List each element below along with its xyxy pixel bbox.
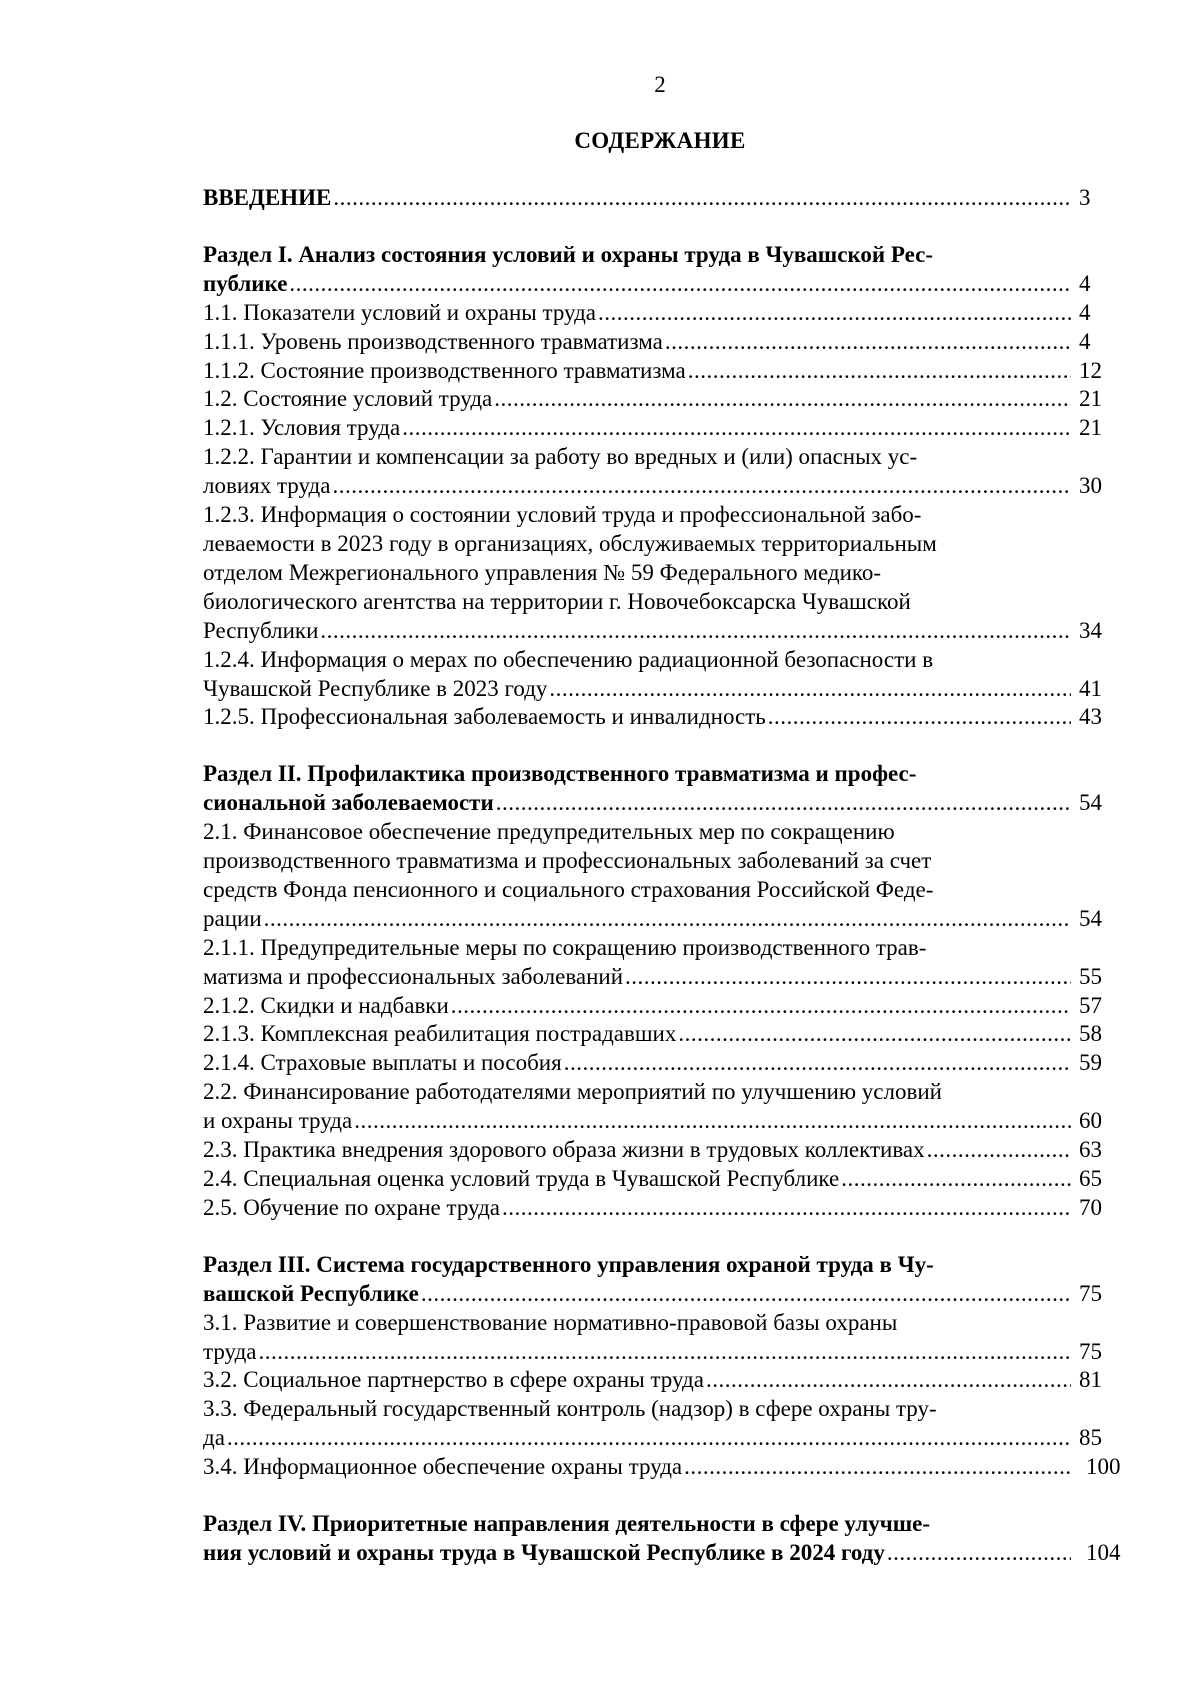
toc-page-number: 100 xyxy=(1086,1454,1121,1480)
toc-entry-title: 2.5. Обучение по охране труда xyxy=(203,1194,500,1220)
toc-entry-2-1-4[interactable] xyxy=(203,1049,1102,1078)
toc-entry-1-2[interactable] xyxy=(203,385,1102,414)
toc-entry-text-line: Раздел I. Анализ состояния условий и охраны труда в Чувашской Рес- xyxy=(203,241,933,267)
dot-leader xyxy=(688,357,1071,386)
section-spacer xyxy=(203,1482,1129,1510)
toc-entry-text-line: 3.3. Федеральный государственный контроль (надзор) в сфере охраны тру- xyxy=(203,1396,937,1422)
dot-leader xyxy=(927,1136,1071,1165)
toc-entry-intro[interactable] xyxy=(203,184,1091,213)
dot-leader xyxy=(421,1280,1071,1309)
toc-entry-last-line xyxy=(203,357,1073,386)
toc-entry-last-line xyxy=(203,703,1073,732)
toc-page-number: 63 xyxy=(1079,1137,1102,1163)
toc-page-number: 75 xyxy=(1079,1280,1102,1306)
toc-entry-last-line xyxy=(203,472,1073,501)
toc-entry-text-line: леваемости в 2023 году в организациях, обслуживаемых территориальным xyxy=(203,530,937,556)
dot-leader xyxy=(496,789,1071,818)
section-spacer xyxy=(203,213,1129,241)
toc-entry-text-line: 2.1. Финансовое обеспечение предупредительных мер по сокращению xyxy=(203,819,895,845)
toc-page-number: 65 xyxy=(1079,1166,1102,1191)
toc-page-number: 55 xyxy=(1079,963,1102,989)
toc-page-number: 81 xyxy=(1079,1367,1102,1393)
toc-entry-2-5[interactable] xyxy=(203,1194,1102,1223)
toc-entry-1-1-2[interactable] xyxy=(203,357,1102,386)
toc-entry-title: 2.1.3. Комплексная реабилитация пострадавших xyxy=(203,1021,677,1047)
toc-entry-2-1[interactable] xyxy=(203,818,1102,934)
toc-page-number: 34 xyxy=(1079,617,1102,643)
toc-entry-s4[interactable] xyxy=(203,1510,1121,1568)
toc-page-number: 59 xyxy=(1079,1050,1102,1076)
toc-entry-title: 1.1.2. Состояние производственного травматизма xyxy=(203,357,686,383)
dot-leader xyxy=(549,675,1071,704)
toc-entry-last-line xyxy=(203,963,1073,992)
toc-page-number: 4 xyxy=(1079,328,1091,354)
toc-entry-2-1-1[interactable] xyxy=(203,934,1102,992)
toc-entry-1-2-1[interactable] xyxy=(203,414,1102,443)
toc-entry-text-line: 2.1.1. Предупредительные меры по сокращению производственного трав- xyxy=(203,934,927,960)
dot-leader xyxy=(684,1453,1071,1482)
toc-entry-last-line xyxy=(203,1136,1073,1165)
dot-leader xyxy=(259,1338,1072,1367)
section-spacer xyxy=(203,732,1129,760)
table-of-contents xyxy=(203,184,1129,1568)
toc-entry-last-line xyxy=(203,1424,1073,1453)
dot-leader xyxy=(354,1107,1071,1136)
toc-entry-1-1[interactable] xyxy=(203,299,1091,328)
toc-entry-3-1[interactable] xyxy=(203,1309,1102,1367)
toc-entry-text-line: 1.2.4. Информация о мерах по обеспечению радиационной безопасности в xyxy=(203,646,934,672)
toc-entry-title: ния условий и охраны труда в Чувашской Республике в 2024 году xyxy=(203,1539,885,1565)
toc-entry-title: 2.3. Практика внедрения здорового образа жизни в трудовых коллективах xyxy=(203,1137,925,1163)
toc-entry-last-line xyxy=(203,789,1073,818)
toc-entry-s3[interactable] xyxy=(203,1251,1102,1309)
toc-entry-last-line xyxy=(203,385,1073,414)
toc-entry-last-line xyxy=(203,1366,1073,1395)
toc-entry-3-3[interactable] xyxy=(203,1395,1102,1453)
toc-entry-last-line xyxy=(203,675,1073,704)
dot-leader xyxy=(227,1424,1071,1453)
toc-page-number: 60 xyxy=(1079,1108,1102,1134)
toc-entry-text-line: 1.2.3. Информация о состоянии условий труда и профессиональной забо- xyxy=(203,502,922,528)
toc-entry-title: 3.4. Информационное обеспечение охраны труда xyxy=(203,1454,683,1480)
toc-entry-text-line: 1.2.2. Гарантии и компенсации за работу во вредных и (или) опасных ус- xyxy=(203,444,918,470)
toc-entry-title: труда xyxy=(203,1338,257,1364)
toc-page-number: 12 xyxy=(1079,357,1102,383)
toc-page-number: 3 xyxy=(1079,185,1091,210)
toc-page-number: 85 xyxy=(1079,1425,1102,1451)
toc-entry-text-line: отделом Межрегионального управления № 59 Федерального медико- xyxy=(203,559,882,585)
toc-entry-last-line xyxy=(203,328,1073,357)
toc-entry-1-2-2[interactable] xyxy=(203,443,1102,501)
page-number: 2 xyxy=(654,72,666,97)
toc-entry-last-line xyxy=(203,617,1073,646)
toc-entry-title: публике xyxy=(203,270,288,296)
toc-entry-last-line xyxy=(203,1280,1073,1309)
toc-entry-title: 1.1. Показатели условий и охраны труда xyxy=(203,299,596,325)
toc-entry-title: 2.1.2. Скидки и надбавки xyxy=(203,992,449,1018)
toc-entry-s1[interactable] xyxy=(203,241,1091,299)
toc-entry-title: 1.2. Состояние условий труда xyxy=(203,386,493,412)
toc-page-number: 43 xyxy=(1079,704,1102,730)
toc-entry-2-4[interactable] xyxy=(203,1165,1102,1194)
dot-leader xyxy=(333,184,1071,213)
toc-entry-title: ловиях труда xyxy=(203,473,331,499)
toc-entry-last-line xyxy=(203,270,1073,299)
toc-entry-text-line: Раздел IV. Приоритетные направления деятельности в сфере улучше- xyxy=(203,1511,930,1537)
toc-entry-2-2[interactable] xyxy=(203,1078,1102,1136)
dot-leader xyxy=(451,992,1071,1021)
dot-leader xyxy=(502,1194,1071,1223)
toc-entry-title: вашской Республике xyxy=(203,1280,419,1306)
dot-leader xyxy=(706,1366,1071,1395)
toc-entry-text-line: биологического агентства на территории г. Новочебоксарска Чувашской xyxy=(203,588,911,614)
page-title: СОДЕРЖАНИЕ xyxy=(574,128,746,153)
dot-leader xyxy=(598,299,1071,328)
toc-entry-title: Республики xyxy=(203,617,319,643)
toc-entry-title: 1.2.1. Условия труда xyxy=(203,415,401,441)
dot-leader xyxy=(665,328,1071,357)
toc-entry-last-line xyxy=(203,1453,1073,1482)
toc-entry-s2[interactable] xyxy=(203,760,1102,818)
dot-leader xyxy=(494,385,1071,414)
toc-entry-2-1-2[interactable] xyxy=(203,992,1102,1021)
toc-entry-last-line xyxy=(203,1049,1073,1078)
toc-entry-2-3[interactable] xyxy=(203,1136,1102,1165)
toc-entry-last-line xyxy=(203,414,1073,443)
toc-entry-text-line: Раздел II. Профилактика производственного травматизма и профес- xyxy=(203,761,917,787)
toc-entry-title: рации xyxy=(203,905,262,931)
dot-leader xyxy=(402,414,1071,443)
toc-entry-3-2[interactable] xyxy=(203,1366,1102,1395)
toc-entry-last-line xyxy=(203,992,1073,1021)
section-spacer xyxy=(203,1223,1129,1251)
toc-entry-1-2-5[interactable] xyxy=(203,703,1102,732)
toc-entry-last-line xyxy=(203,299,1073,328)
toc-page-number: 54 xyxy=(1079,790,1102,816)
toc-entry-text-line: средств Фонда пенсионного и социального страхования Российской Феде- xyxy=(203,876,934,902)
toc-entry-1-1-1[interactable] xyxy=(203,328,1091,357)
toc-entry-last-line xyxy=(203,1194,1073,1223)
toc-page-number: 21 xyxy=(1079,415,1102,441)
toc-entry-title: сиональной заболеваемости xyxy=(203,790,494,816)
toc-page-number: 58 xyxy=(1079,1021,1102,1047)
toc-entry-title: ВВЕДЕНИЕ xyxy=(203,185,332,210)
toc-page-number: 21 xyxy=(1079,386,1102,412)
dot-leader xyxy=(264,905,1071,934)
toc-entry-title: и охраны труда xyxy=(203,1108,353,1134)
dot-leader xyxy=(320,617,1071,646)
toc-entry-title: 3.2. Социальное партнерство в сфере охраны труда xyxy=(203,1367,704,1393)
toc-entry-last-line xyxy=(203,1107,1073,1136)
toc-page-number: 41 xyxy=(1079,675,1102,701)
toc-entry-2-1-3[interactable] xyxy=(203,1020,1102,1049)
dot-leader xyxy=(289,270,1071,299)
toc-entry-title: 2.1.4. Страховые выплаты и пособия xyxy=(203,1050,562,1076)
toc-entry-title: 2.4. Специальная оценка условий труда в Чувашской Республике xyxy=(203,1166,840,1191)
toc-entry-title: 1.1.1. Уровень производственного травматизма xyxy=(203,328,663,354)
toc-entry-1-2-3[interactable] xyxy=(203,501,1102,646)
toc-page-number: 104 xyxy=(1086,1539,1121,1565)
toc-page-number: 54 xyxy=(1079,905,1102,931)
dot-leader xyxy=(887,1539,1071,1568)
toc-entry-last-line xyxy=(203,1338,1073,1367)
toc-entry-text-line: производственного травматизма и профессиональных заболеваний за счет xyxy=(203,848,932,874)
dot-leader xyxy=(625,963,1071,992)
toc-page-number: 30 xyxy=(1079,473,1102,499)
toc-entry-last-line xyxy=(203,184,1073,213)
toc-entry-title: 1.2.5. Профессиональная заболеваемость и инвалидность xyxy=(203,704,766,730)
toc-page-number: 70 xyxy=(1079,1194,1102,1220)
dot-leader xyxy=(768,703,1071,732)
toc-entry-1-2-4[interactable] xyxy=(203,646,1102,704)
toc-entry-text-line: Раздел III. Система государственного управления охраной труда в Чу- xyxy=(203,1251,934,1277)
toc-entry-title: Чувашской Республике в 2023 году xyxy=(203,675,548,701)
toc-page-number: 4 xyxy=(1079,299,1091,325)
toc-entry-3-4[interactable] xyxy=(203,1453,1121,1482)
toc-entry-text-line: 2.2. Финансирование работодателями мероприятий по улучшению условий xyxy=(203,1079,942,1105)
toc-page-number: 4 xyxy=(1079,270,1091,296)
dot-leader xyxy=(332,472,1071,501)
toc-entry-last-line xyxy=(203,1020,1073,1049)
dot-leader xyxy=(678,1020,1071,1049)
toc-entry-text-line: 3.1. Развитие и совершенствование нормативно-правовой базы охраны xyxy=(203,1309,898,1335)
toc-page-number: 75 xyxy=(1079,1338,1102,1364)
toc-page-number: 57 xyxy=(1079,992,1102,1018)
toc-entry-title: да xyxy=(203,1425,225,1451)
toc-entry-last-line xyxy=(203,1539,1073,1568)
dot-leader xyxy=(564,1049,1071,1078)
dot-leader xyxy=(841,1165,1071,1194)
toc-entry-title: матизма и профессиональных заболеваний xyxy=(203,963,624,989)
toc-entry-last-line xyxy=(203,1165,1073,1194)
toc-entry-last-line xyxy=(203,905,1073,934)
